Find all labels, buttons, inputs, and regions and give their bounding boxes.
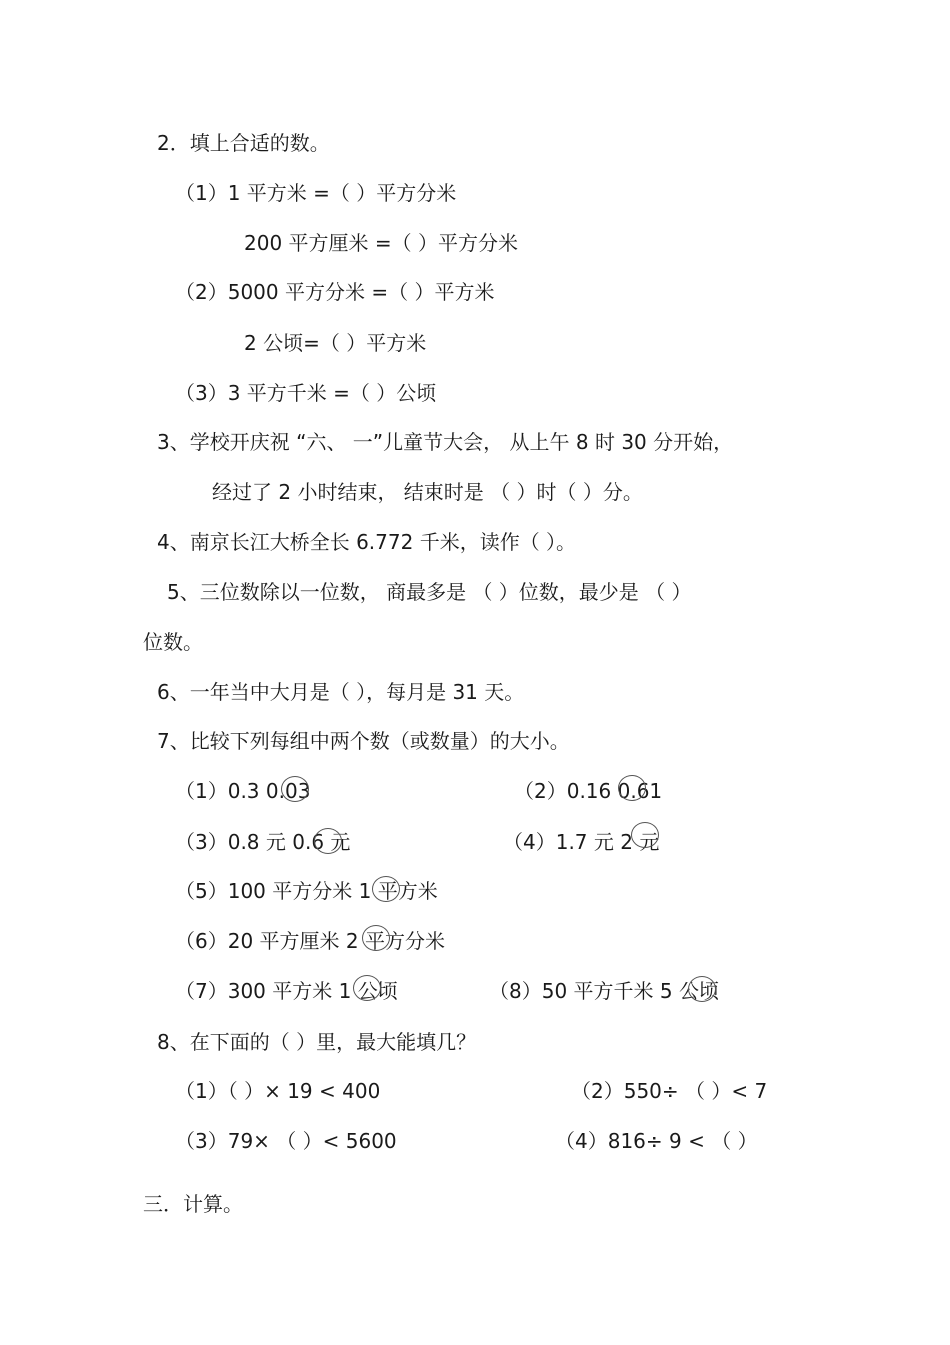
q2-line-1: （1）1 平方米 =（ ）平方分米: [175, 181, 457, 205]
compare-circle-5[interactable]: [372, 876, 400, 902]
q8-title: 8、在下面的（ ）里，最大能填几？: [157, 1030, 477, 1054]
q7-item-5: （5）100 平方分米 1 平方米: [175, 879, 438, 903]
q7-item-6: （6）20 平方厘米 2 平方分米: [175, 929, 445, 953]
section-3-title: 三．计算。: [143, 1192, 243, 1216]
q7-item-4: （4）1.7 元 2 元: [503, 830, 660, 854]
q4-line: 4、南京长江大桥全长 6.772 千米，读作（ ）。: [157, 530, 577, 554]
q2-line-5: （3）3 平方千米 =（ ）公顷: [175, 381, 437, 405]
q7-item-2: （2）0.16 0.61: [514, 779, 663, 803]
q2-line-4: 2 公顷=（ ）平方米: [244, 331, 427, 355]
q8-item-2: （2）550÷ （ ）< 7: [571, 1079, 768, 1103]
q7-item-1: （1）0.3 0.03: [175, 779, 311, 803]
q3-line-2: 经过了 2 小时结束， 结束时是 （ ）时（ ）分。: [212, 480, 643, 504]
q5-line-1: 5、三位数除以一位数， 商最多是 （ ）位数，最少是 （ ）: [167, 580, 692, 604]
q7-item-3: （3）0.8 元 0.6 元: [175, 830, 351, 854]
q8-item-3: （3）79× （ ）< 5600: [175, 1129, 397, 1153]
compare-circle-2[interactable]: [618, 775, 646, 801]
compare-circle-3[interactable]: [314, 828, 342, 854]
q3-line-1: 3、学校开庆祝 “六、 一”儿童节大会， 从上午 8 时 30 分开始，: [157, 430, 734, 454]
q7-item-7: （7）300 平方米 1 公顷: [175, 979, 398, 1003]
q8-item-1: （1）（ ）× 19 < 400: [175, 1079, 381, 1103]
q2-line-2: 200 平方厘米 =（ ）平方分米: [244, 231, 519, 255]
q6-line: 6、一年当中大月是（ ），每月是 31 天。: [157, 680, 525, 704]
compare-circle-8[interactable]: [688, 976, 716, 1002]
q5-line-2: 位数。: [143, 630, 203, 654]
q7-item-8: （8）50 平方千米 5 公顷: [489, 979, 719, 1003]
compare-circle-7[interactable]: [353, 975, 381, 1001]
q2-title: 2．填上合适的数。: [157, 131, 330, 155]
compare-circle-1[interactable]: [281, 776, 309, 802]
q7-title: 7、比较下列每组中两个数（或数量）的大小。: [157, 729, 570, 753]
q8-item-4: （4）816÷ 9 < （ ）: [555, 1129, 758, 1153]
compare-circle-4[interactable]: [631, 822, 659, 848]
q2-line-3: （2）5000 平方分米 =（ ）平方米: [175, 280, 495, 304]
compare-circle-6[interactable]: [362, 925, 390, 951]
